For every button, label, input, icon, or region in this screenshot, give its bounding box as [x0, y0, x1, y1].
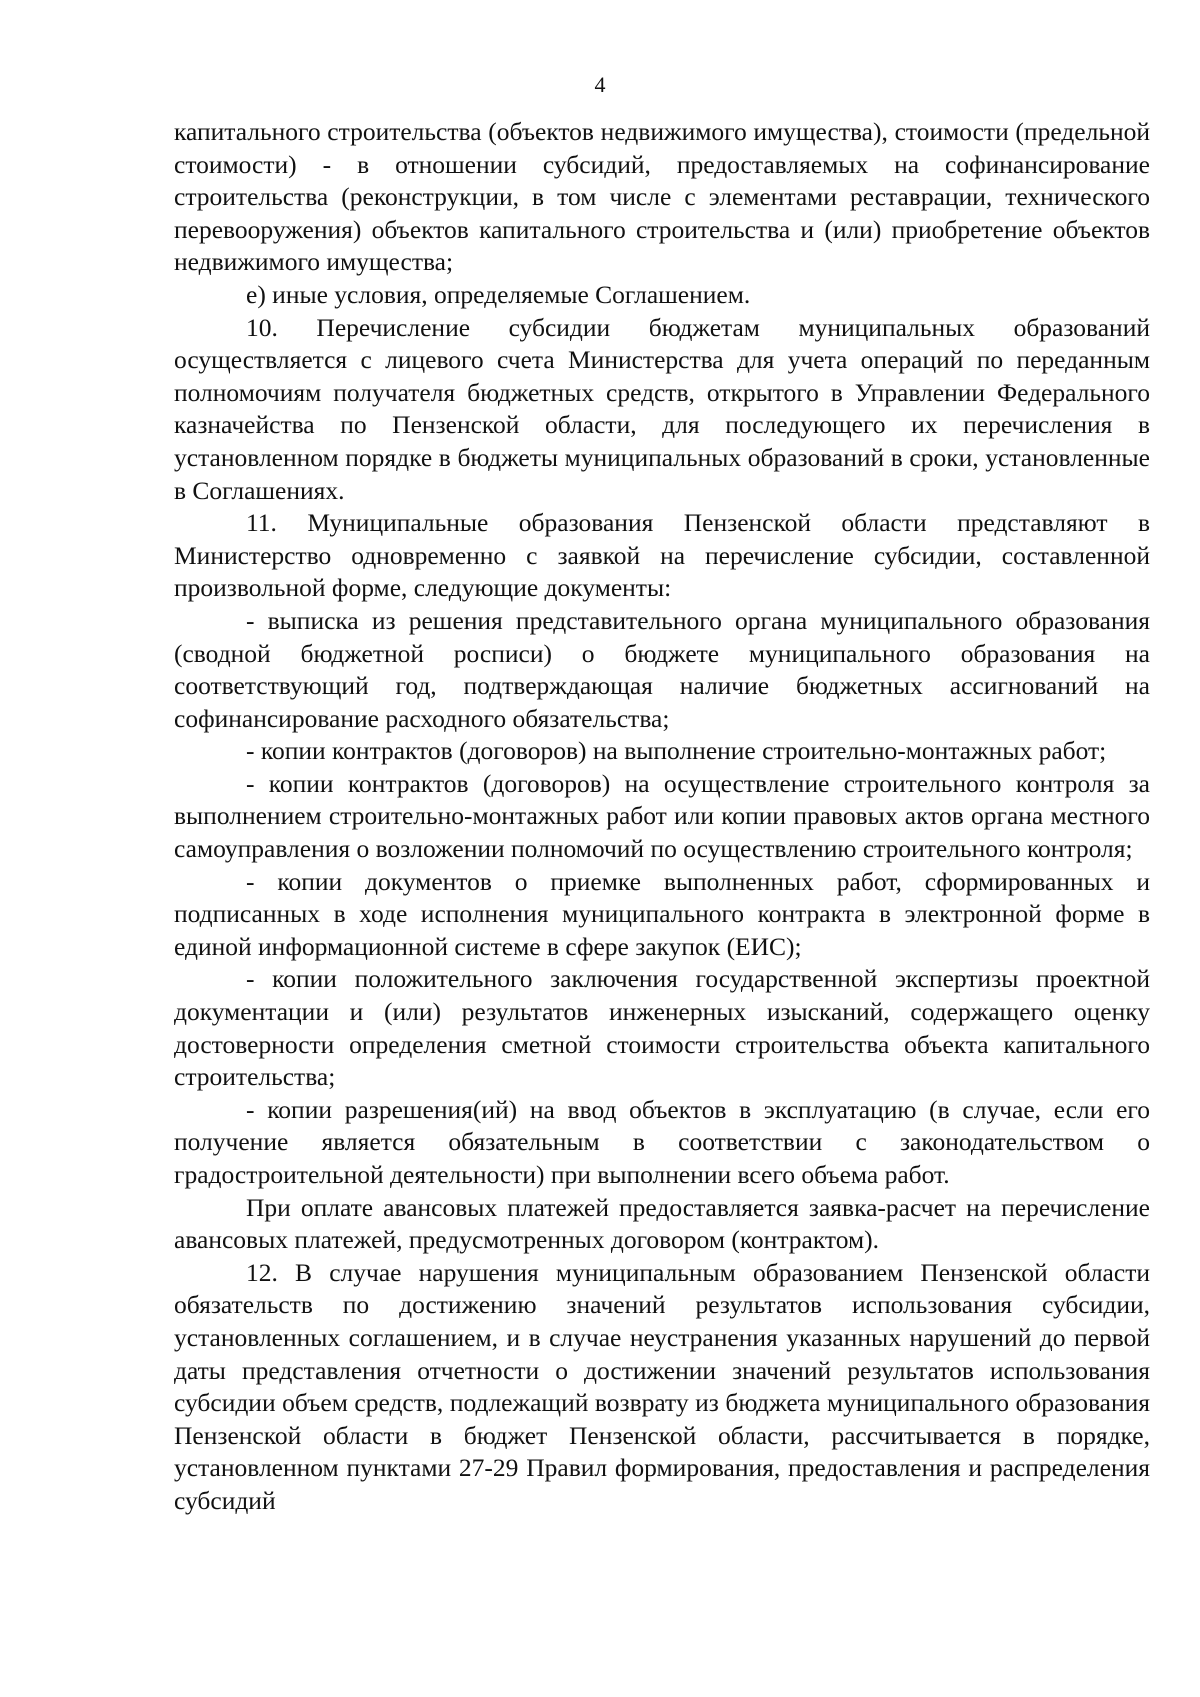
paragraph-advance-payments: При оплате авансовых платежей предоставляется заявка-расчет на перечисление авансовых платежей, предусмотренных договором (контрактом).: [174, 1192, 1150, 1255]
paragraph-11: 11. Муниципальные образования Пензенской области представляют в Министерство одновременно с заявкой на перечисление субсидии, составленной произвольной форме, следующие документы:: [174, 508, 1150, 603]
list-item-budget-extract: - выписка из решения представительного органа муниципального образования (сводной бюджетной росписи) о бюджете муниципального образования на соответствующий год, подтверждающая наличие бюджетных ассигнований на софинансирование расходного обязательства;: [174, 605, 1150, 733]
list-item-acceptance-documents: - копии документов о приемке выполненных работ, сформированных и подписанных в ходе исполнения муниципального контракта в электронной форме в единой информационной системе в сфере закупок (ЕИС);: [174, 866, 1150, 961]
paragraph-continuation: капитального строительства (объектов недвижимого имущества), стоимости (предельной стоимости) - в отношении субсидий, предоставляемых на софинансирование строительства (реконструкции, в том числе с элементами реставрации, технического перевооружения) объектов капитального строительства и (или) приобретение объектов недвижимого имущества;: [174, 117, 1150, 277]
document-body: [174, 116, 1150, 1518]
list-item-expert-conclusion: - копии положительного заключения государственной экспертизы проектной документации и (или) результатов инженерных изысканий, содержащего оценку достоверности определения сметной стоимости строительства объекта капитального строительства;: [174, 964, 1150, 1092]
list-item-commissioning-permit: - копии разрешения(ий) на ввод объектов в эксплуатацию (в случае, если его получение является обязательным в соответствии с законодательством о градостроительной деятельности) при выполнении всего объема работ.: [174, 1094, 1150, 1189]
paragraph-10: 10. Перечисление субсидии бюджетам муниципальных образований осуществляется с лицевого счета Министерства для учета операций по переданным полномочиям получателя бюджетных средств, открытого в Управлении Федерального казначейства по Пензенской области, для последующего их перечисления в установленном порядке в бюджеты муниципальных образований в сроки, установленные в Соглашениях.: [174, 312, 1150, 505]
list-item-construction-contracts: - копии контрактов (договоров) на выполнение строительно-монтажных работ;: [246, 736, 1107, 766]
paragraph-item-e: е) иные условия, определяемые Соглашением.: [246, 279, 751, 309]
list-item-control-contracts: - копии контрактов (договоров) на осуществление строительного контроля за выполнением строительно-монтажных работ или копии правовых актов органа местного самоуправления о возложении полномочий по осуществлению строительного контроля;: [174, 768, 1150, 864]
paragraph-12: 12. В случае нарушения муниципальным образованием Пензенской области обязательств по достижению значений результатов использования субсидии, установленных соглашением, и в случае неустранения указанных нарушений до первой даты представления отчетности о достижении значений результатов использования субсидии объем средств, подлежащий возврату из бюджета муниципального образования Пензенской области в бюджет Пензенской области, рассчитывается в порядке, установленном пунктами 27-29 Правил формирования, предоставления и распределения субсидий: [174, 1257, 1150, 1515]
page-number: 4: [594, 72, 606, 97]
